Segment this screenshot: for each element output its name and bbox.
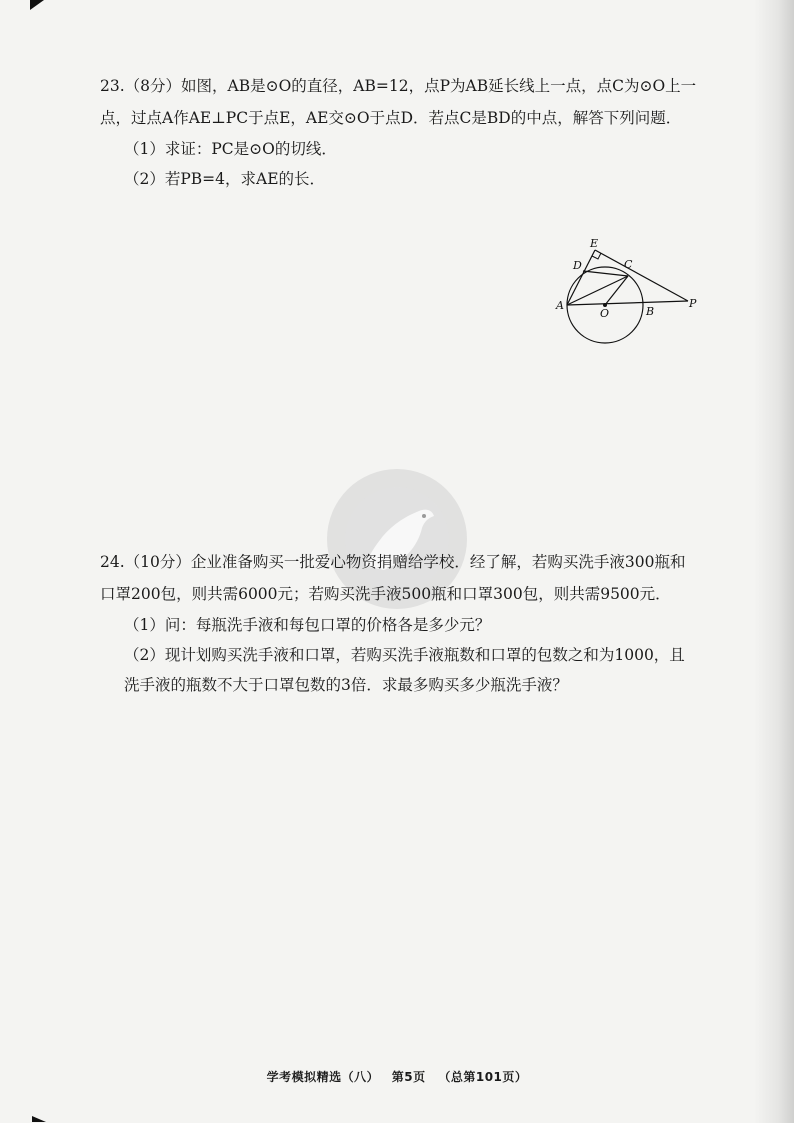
question-23 (100, 70, 700, 194)
question-23-part-2: （2）若PB=4，求AE的长． (124, 170, 326, 188)
line-dc (583, 271, 628, 276)
question-23-stem: 23.（8分）如图，AB是⊙O的直径，AB=12，点P为AB延长线上一点，点C为⊙O上一点，过点A作AE⊥PC于点E，AE交⊙O于点D．若点C是BD的中点，解答下列问题． (100, 77, 697, 127)
corner-mark (30, 0, 44, 10)
question-24 (100, 546, 700, 700)
label-o: O (600, 307, 610, 320)
label-p: P (689, 297, 697, 310)
question-24-part-2: （2）现计划购买洗手液和口罩，若购买洗手液瓶数和口罩的包数之和为1000，且洗手液的瓶数不大于口罩包数的3倍．求最多购买多少瓶洗手液？ (124, 646, 685, 694)
label-d: D (573, 259, 582, 272)
footer-series: 学考模拟精选（八） (266, 1070, 380, 1084)
label-b: B (646, 305, 655, 318)
question-23-part-1: （1）求证：PC是⊙O的切线． (124, 140, 337, 158)
line-ap (567, 301, 688, 305)
corner-mark (32, 1116, 46, 1122)
circle-tangent-figure (548, 235, 708, 350)
label-c: C (624, 258, 633, 271)
question-24-stem: 24.（10分）企业准备购买一批爱心物资捐赠给学校．经了解，若购买洗手液300瓶和口罩200包，则共需6000元；若购买洗手液500瓶和口罩300包，则共需9500元． (100, 553, 686, 603)
label-a: A (556, 299, 564, 312)
label-e: E (590, 237, 599, 250)
page-footer (0, 1068, 794, 1085)
scan-shadow (754, 0, 794, 1123)
line-oc (605, 276, 628, 305)
footer-total: （总第101页） (438, 1070, 528, 1084)
question-24-part-1: （1）问：每瓶洗手液和每包口罩的价格各是多少元？ (124, 616, 491, 634)
footer-page: 第5页 (391, 1070, 426, 1084)
